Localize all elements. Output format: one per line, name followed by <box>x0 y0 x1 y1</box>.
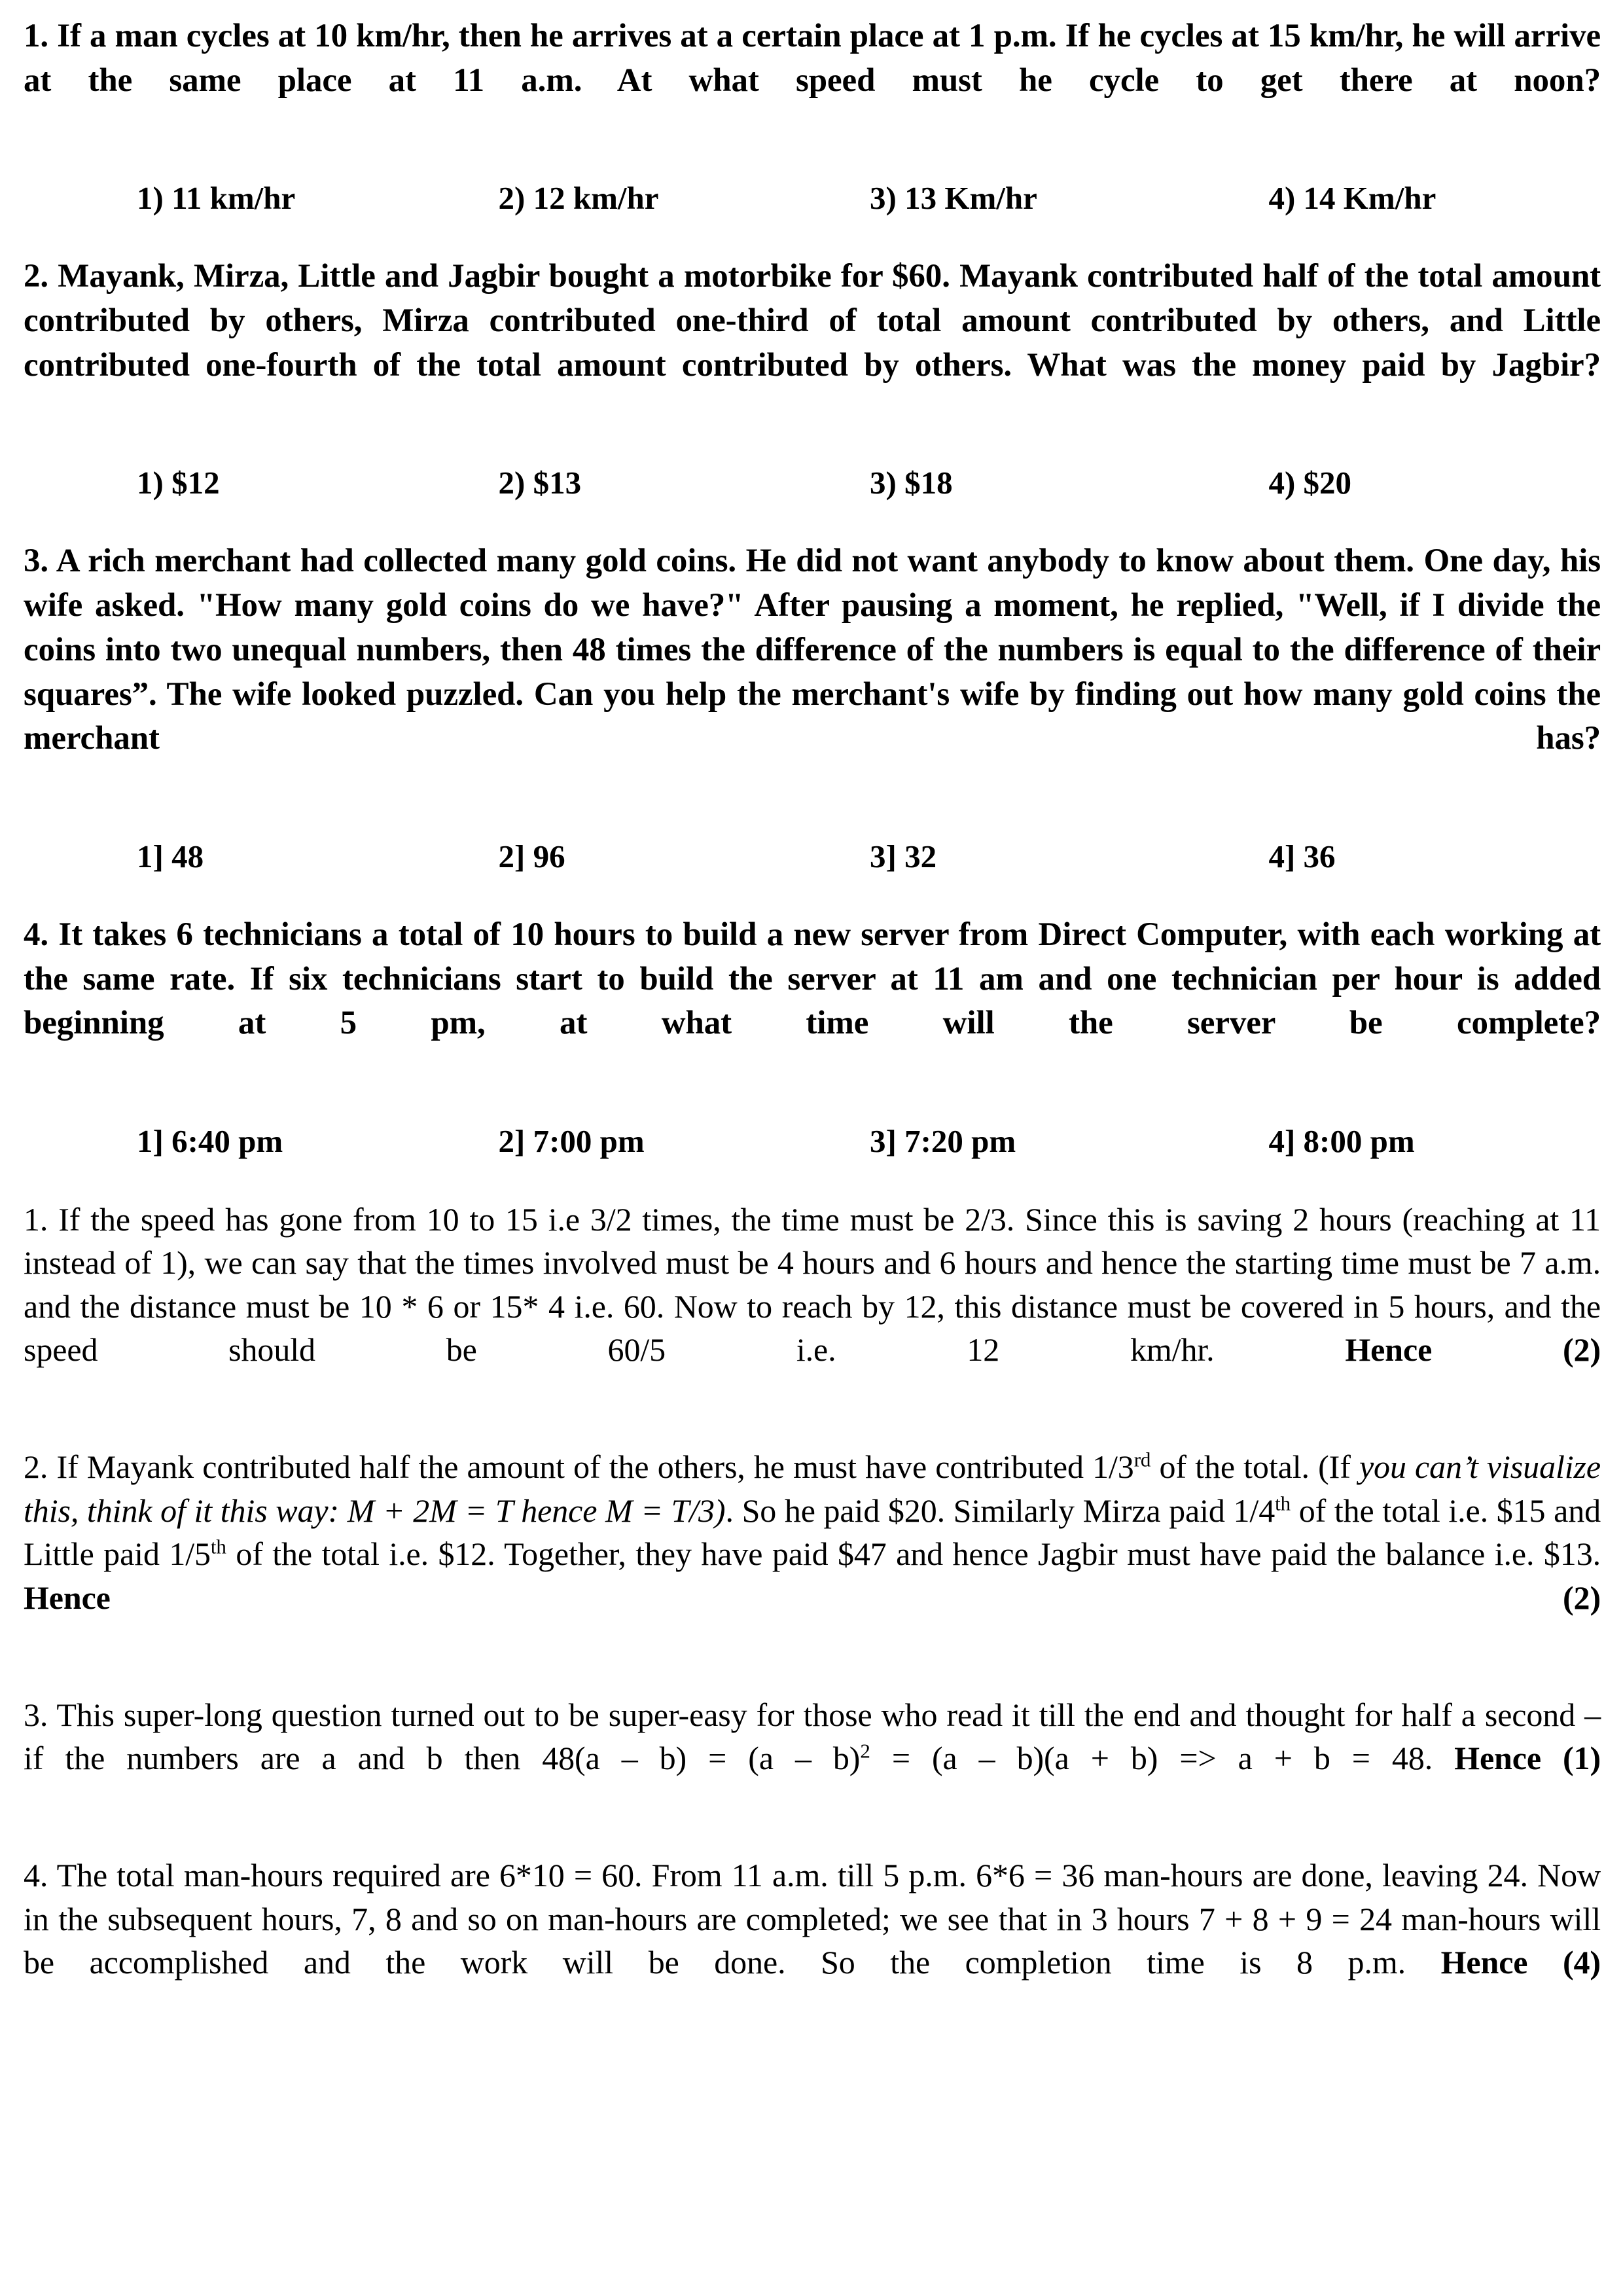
question-3-options <box>24 836 1601 878</box>
question-2-option-2[interactable]: 2) $13 <box>498 465 582 501</box>
question-3-option-2[interactable]: 2] 96 <box>498 838 565 875</box>
question-2-option-4[interactable]: 4) $20 <box>1268 465 1352 501</box>
question-4-option-3[interactable]: 3] 7:20 pm <box>870 1123 1016 1160</box>
question-1-option-1[interactable]: 1) 11 km/hr <box>137 180 296 217</box>
question-3-option-1[interactable]: 1] 48 <box>137 838 204 875</box>
question-1-option-2[interactable]: 2) 12 km/hr <box>498 180 659 217</box>
question-1-text: 1. If a man cycles at 10 km/hr, then he arrives at a certain place at 1 p.m. If he cycles at 15 km/hr, he will arrive at the same place at 11 a.m. At what speed must he cycle to get there at noon? <box>24 18 1601 99</box>
question-4-text: 4. It takes 6 technicians a total of 10 hours to build a new server from Direct Computer, with each working at the same rate. If six technicians start to build the server at 11 am and one technician per hour is added beginning at 5 pm, at what time will the server be complete? <box>24 916 1601 1042</box>
question-1-option-4[interactable]: 4) 14 Km/hr <box>1268 180 1436 217</box>
question-2-options <box>24 462 1601 504</box>
solutions-section <box>24 1198 1601 2028</box>
question-4-option-4[interactable]: 4] 8:00 pm <box>1268 1123 1415 1160</box>
question-4-option-2[interactable]: 2] 7:00 pm <box>498 1123 645 1160</box>
question-1-option-3[interactable]: 3) 13 Km/hr <box>870 180 1037 217</box>
questions-section <box>24 14 1601 1162</box>
solution-1-text: 1. If the speed has gone from 10 to 15 i.e 3/2 times, the time must be 2/3. Since this is saving 2 hours (reaching at 11 instead of 1), we can say that the times involved must be 4 hours and 6 hours and hence the starting time must be 7 a.m. and the distance must be 10 * 6 or 15* 4 i.e. 60. Now to reach by 12, this distance must be covered in 5 hours, and the speed should be 60/5 i.e. 12 km/hr. Hence (2) <box>24 1200 1601 1369</box>
question-4-option-1[interactable]: 1] 6:40 pm <box>137 1123 283 1160</box>
question-3-option-4[interactable]: 4] 36 <box>1268 838 1336 875</box>
solution-2-text: 2. If Mayank contributed half the amount of the others, he must have contributed 1/3rd of the total. (If you can’t visualize this, think of it this way: M + 2M = T hence M = T/3). So he paid $20. Similarly Mirza paid 1/4th of the total i.e. $15 and Little paid 1/5th of the total i.e. $12. Together, they have paid $47 and hence Jagbir must have paid the balance i.e. $13. Hence (2) <box>24 1448 1601 1616</box>
question-3-option-3[interactable]: 3] 32 <box>870 838 937 875</box>
question-2-option-3[interactable]: 3) $18 <box>870 465 953 501</box>
question-2-option-1[interactable]: 1) $12 <box>137 465 220 501</box>
solution-3-text: 3. This super-long question turned out to be super-easy for those who read it till the end and thought for half a second – if the numbers are a and b then 48(a – b) = (a – b)$^2$ = (a – b)(a + b) => a + b = 48. Hence (1) <box>24 1696 1601 1777</box>
question-3-text: 3. A rich merchant had collected many gold coins. He did not want anybody to know about them. One day, his wife asked. "How many gold coins do we have?" After pausing a moment, he replied, "Well, if I divide the coins into two unequal numbers, then 48 times the difference of the numbers is equal to the difference of their squares”. The wife looked puzzled. Can you help the merchant's wife by finding out how many gold coins the merchant has? <box>24 543 1601 757</box>
question-1-options <box>24 177 1601 219</box>
question-4-options <box>24 1121 1601 1162</box>
solution-4-text: 4. The total man-hours required are 6*10 = 60. From 11 a.m. till 5 p.m. 6*6 = 36 man-hours are done, leaving 24. Now in the subsequent hours, 7, 8 and so on man-hours are completed; we see that in 3 hours 7 + 8 + 9 = 24 man-hours will be accomplished and the work will be done. So the completion time is 8 p.m. Hence (4) <box>24 1857 1601 1981</box>
question-2-text: 2. Mayank, Mirza, Little and Jagbir bought a motorbike for $60. Mayank contributed half of the total amount contributed by others, Mirza contributed one-third of total amount contributed by others, and Little contributed one-fourth of the total amount contributed by others. What was the money paid by Jagbir? <box>24 258 1601 384</box>
